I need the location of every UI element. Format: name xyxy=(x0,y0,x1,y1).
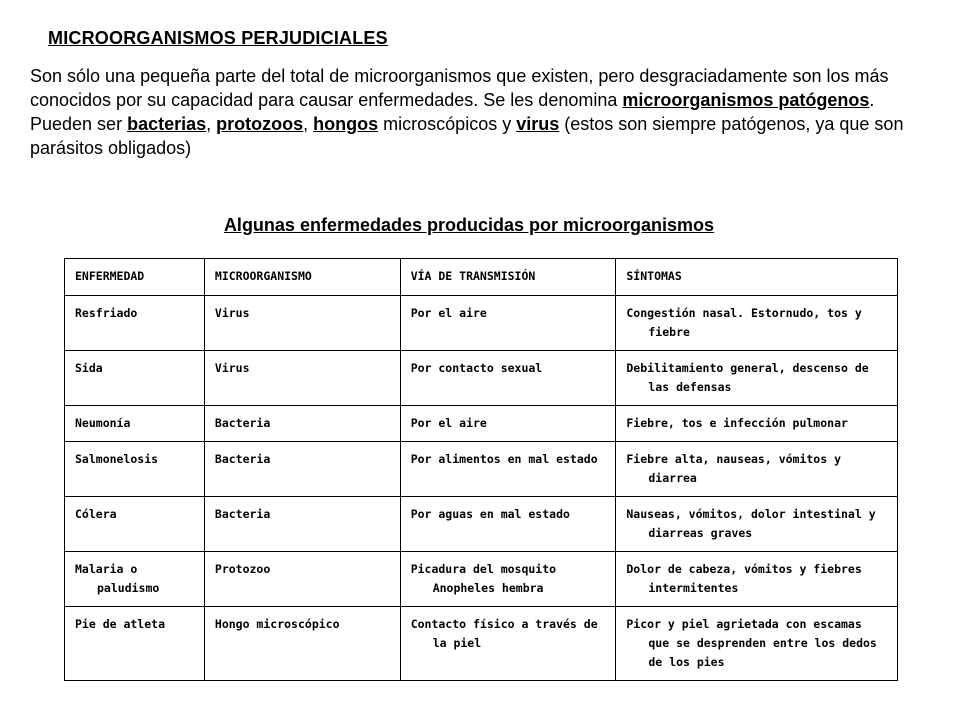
cell-microorganism: Bacteria xyxy=(204,497,400,552)
table-row xyxy=(65,442,898,497)
intro-paragraph xyxy=(30,64,930,160)
term-fungi: hongos xyxy=(313,114,379,134)
cell-microorganism: Protozoo xyxy=(204,552,400,607)
intro-text: (estos son siempre patógenos, ya que son parásitos obligados) xyxy=(30,114,904,158)
cell-transmission: Por el aire xyxy=(400,296,616,351)
table-caption: Algunas enfermedades producidas por microorganismos xyxy=(223,215,715,235)
cell-transmission: Por contacto sexual xyxy=(400,351,616,406)
cell-transmission: Picadura del mosquito Anopheles hembra xyxy=(400,552,616,607)
intro-separator: , xyxy=(206,114,217,134)
cell-symptoms: Dolor de cabeza, vómitos y fiebres intermitentes xyxy=(616,552,898,607)
header-symptoms: SÍNTOMAS xyxy=(616,259,898,296)
intro-separator: , xyxy=(303,114,314,134)
header-disease: ENFERMEDAD xyxy=(65,259,205,296)
cell-disease: Resfriado xyxy=(65,296,205,351)
cell-microorganism: Virus xyxy=(204,296,400,351)
cell-microorganism: Hongo microscópico xyxy=(204,607,400,681)
term-pathogenic-microorganisms: microorganismos patógenos xyxy=(622,90,870,110)
cell-symptoms: Congestión nasal. Estornudo, tos y fiebre xyxy=(616,296,898,351)
table-row xyxy=(65,607,898,681)
cell-microorganism: Bacteria xyxy=(204,442,400,497)
term-bacteria: bacterias xyxy=(127,114,207,134)
cell-symptoms: Nauseas, vómitos, dolor intestinal y diarreas graves xyxy=(616,497,898,552)
cell-symptoms: Fiebre, tos e infección pulmonar xyxy=(616,406,898,442)
cell-transmission: Contacto físico a través de la piel xyxy=(400,607,616,681)
term-virus: virus xyxy=(516,114,560,134)
table-row xyxy=(65,406,898,442)
intro-text: Son sólo una pequeña parte del total de microorganismos que existen, pero desgraciadamente son los más conocidos por su capacidad para causar enfermedades. Se les denomina xyxy=(30,66,889,110)
cell-transmission: Por aguas en mal estado xyxy=(400,497,616,552)
cell-symptoms: Picor y piel agrietada con escamas que se desprenden entre los dedos de los pies xyxy=(616,607,898,681)
table-row xyxy=(65,296,898,351)
cell-disease: Pie de atleta xyxy=(65,607,205,681)
term-protozoa: protozoos xyxy=(216,114,304,134)
cell-microorganism: Bacteria xyxy=(204,406,400,442)
cell-disease: Salmonelosis xyxy=(65,442,205,497)
cell-microorganism: Virus xyxy=(204,351,400,406)
intro-text: microscópicos y xyxy=(378,114,517,134)
cell-transmission: Por el aire xyxy=(400,406,616,442)
cell-disease: Malaria o paludismo xyxy=(65,552,205,607)
table-row xyxy=(65,552,898,607)
document-title: MICROORGANISMOS PERJUDICIALES xyxy=(48,28,388,48)
diseases-table xyxy=(64,258,898,681)
table-header-row xyxy=(65,259,898,296)
table-row xyxy=(65,497,898,552)
cell-disease: Cólera xyxy=(65,497,205,552)
cell-disease: Sida xyxy=(65,351,205,406)
cell-symptoms: Fiebre alta, nauseas, vómitos y diarrea xyxy=(616,442,898,497)
header-transmission: VÍA DE TRANSMISIÓN xyxy=(400,259,616,296)
intro-text: . Pueden ser xyxy=(30,90,875,134)
header-microorganism: MICROORGANISMO xyxy=(204,259,400,296)
table-row xyxy=(65,351,898,406)
cell-transmission: Por alimentos en mal estado xyxy=(400,442,616,497)
cell-symptoms: Debilitamiento general, descenso de las defensas xyxy=(616,351,898,406)
cell-disease: Neumonía xyxy=(65,406,205,442)
